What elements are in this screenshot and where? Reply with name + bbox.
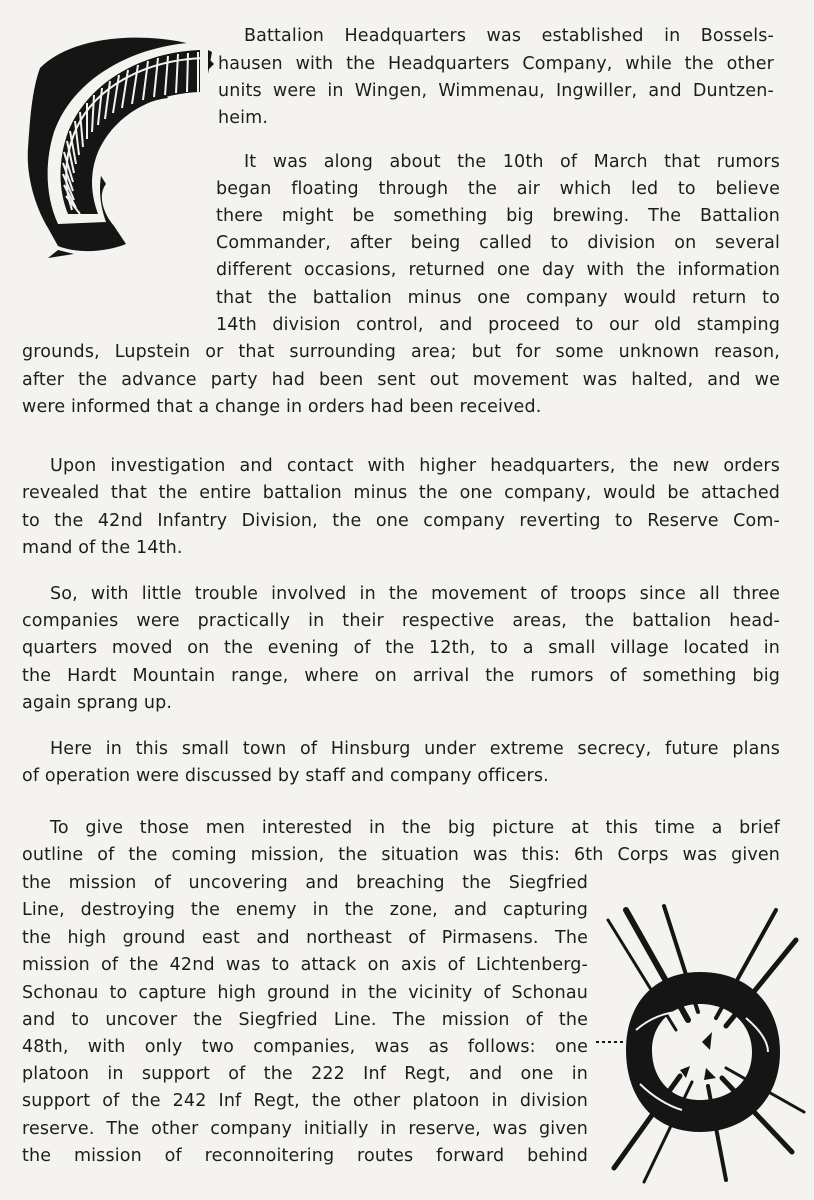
text-line: Battalion Headquarters was established in Bossels- <box>244 26 774 46</box>
text-line: Here in this small town of Hinsburg under extreme secrecy, future plans <box>50 739 780 759</box>
text-line: the mission of reconnoitering routes forward behind <box>22 1146 588 1166</box>
text-line: and to uncover the Siegfried Line. The mission of the <box>22 1010 588 1030</box>
text-line: 14th division control, and proceed to our old stamping <box>216 315 780 335</box>
text-line: heim. <box>218 108 269 128</box>
text-line: 48th, with only two companies, was as follows: one <box>22 1037 588 1057</box>
text-line: Commander, after being called to division on several <box>216 233 780 253</box>
text-line: reserve. The other company initially in reserve, was given <box>22 1119 588 1139</box>
text-line: To give those men interested in the big picture at this time a brief <box>50 818 780 838</box>
text-line: there might be something big brewing. The Battalion <box>216 206 780 226</box>
text-line: after the advance party had been sent out movement was halted, and we <box>22 370 780 390</box>
text-line: It was along about the 10th of March that rumors <box>244 152 780 172</box>
text-line: again sprang up. <box>22 693 173 713</box>
text-line: different occasions, returned one day with the information <box>216 260 780 280</box>
text-line: were informed that a change in orders had been received. <box>22 397 542 417</box>
burst-ornament-icon <box>596 900 808 1184</box>
text-line: outline of the coming mission, the situation was this: 6th Corps was given <box>22 845 780 865</box>
arch-ornament-icon <box>18 28 214 260</box>
text-line: the Hardt Mountain range, where on arrival the rumors of something big <box>22 666 780 686</box>
text-line: began floating through the air which led to believe <box>216 179 780 199</box>
text-line: of operation were discussed by staff and company officers. <box>22 766 549 786</box>
text-line: revealed that the entire battalion minus the one company, would be attached <box>22 483 780 503</box>
text-line: units were in Wingen, Wimmenau, Ingwiller, and Duntzen- <box>218 81 774 101</box>
text-line: quarters moved on the evening of the 12th, to a small village located in <box>22 638 780 658</box>
text-line: Upon investigation and contact with higher headquarters, the new orders <box>50 456 780 476</box>
text-line: Schonau to capture high ground in the vicinity of Schonau <box>22 983 588 1003</box>
text-line: the mission of uncovering and breaching the Siegfried <box>22 873 588 893</box>
text-line: platoon in support of the 222 Inf Regt, and one in <box>22 1064 588 1084</box>
text-line: mission of the 42nd was to attack on axis of Lichtenberg- <box>22 955 588 975</box>
text-line: grounds, Lupstein or that surrounding area; but for some unknown reason, <box>22 342 780 362</box>
text-line: the high ground east and northeast of Pirmasens. The <box>22 928 588 948</box>
text-line: mand of the 14th. <box>22 538 183 558</box>
text-line: that the battalion minus one company would return to <box>216 288 780 308</box>
text-line: companies were practically in their respective areas, the battalion head- <box>22 611 780 631</box>
text-line: Line, destroying the enemy in the zone, and capturing <box>22 900 588 920</box>
text-line: support of the 242 Inf Regt, the other platoon in division <box>22 1091 588 1111</box>
text-line: to the 42nd Infantry Division, the one company reverting to Reserve Com- <box>22 511 780 531</box>
text-line: So, with little trouble involved in the movement of troops since all three <box>50 584 780 604</box>
text-line: hausen with the Headquarters Company, while the other <box>218 54 774 74</box>
